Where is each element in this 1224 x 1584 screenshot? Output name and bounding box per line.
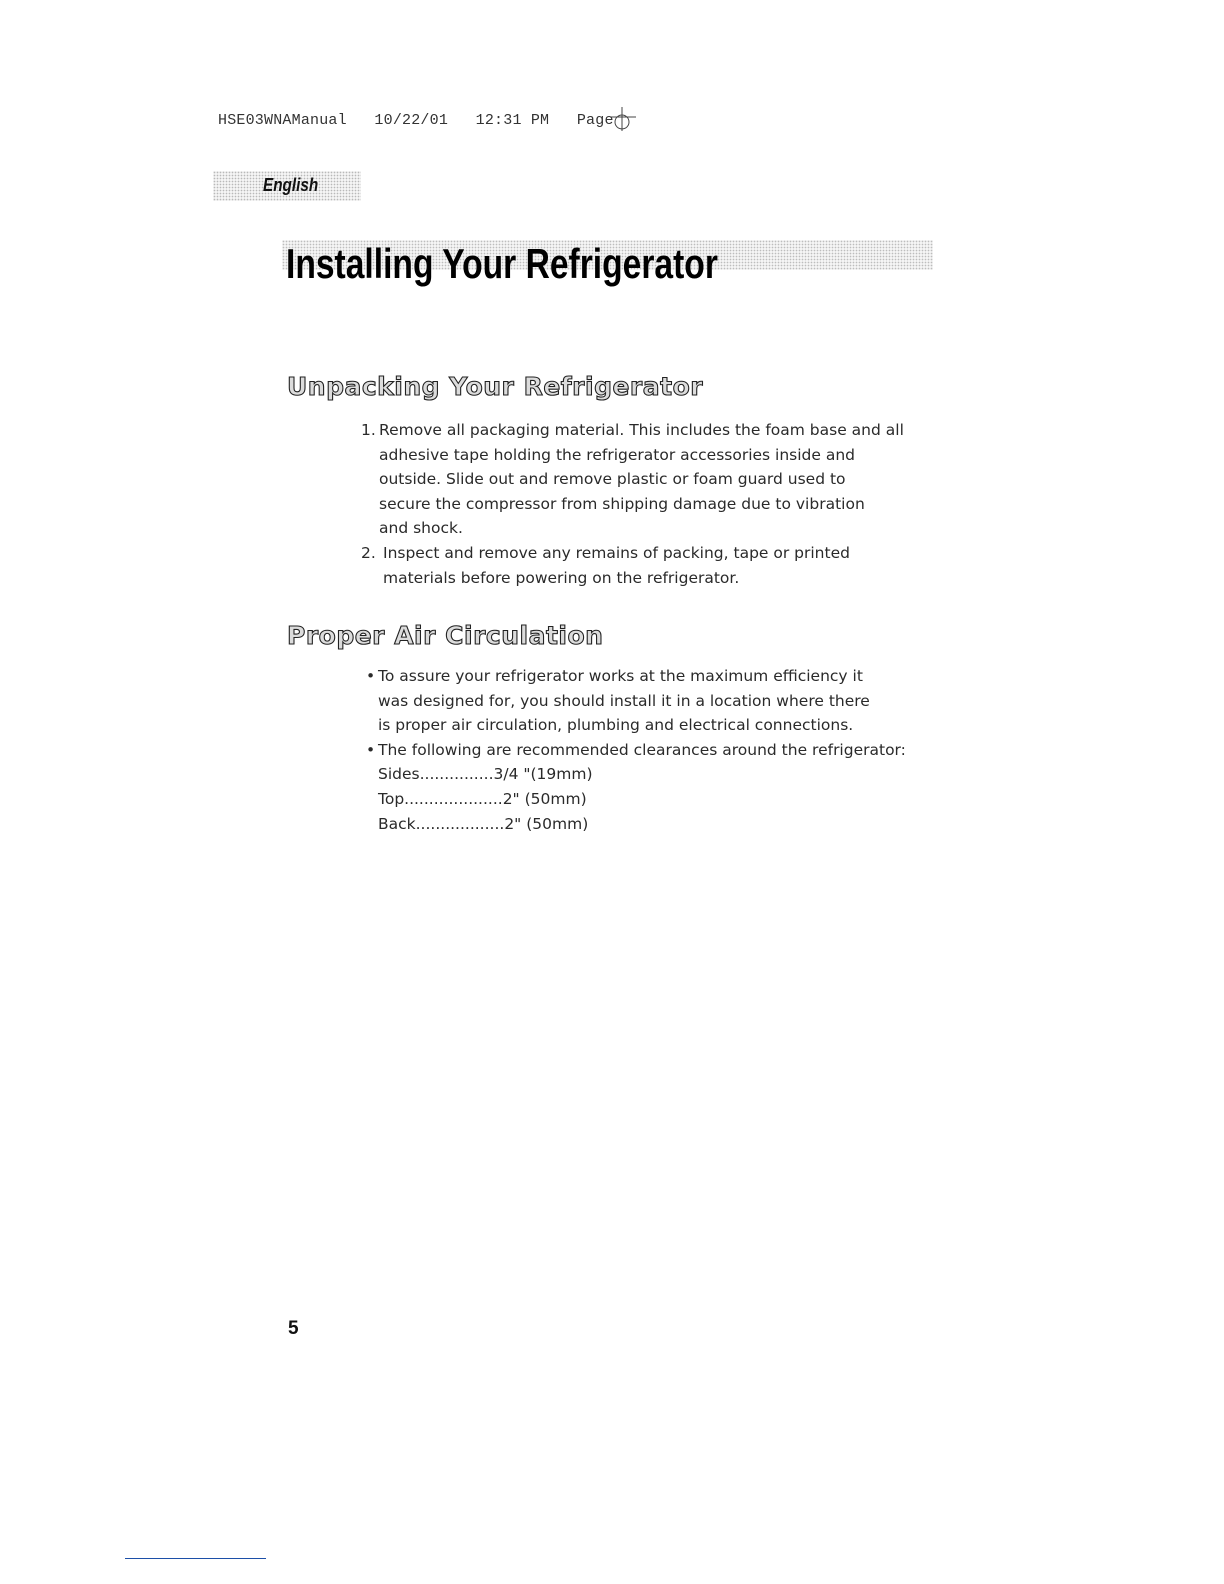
list-item-line: Remove all packaging material. This includes the foam base and all xyxy=(379,421,904,439)
list-item xyxy=(361,541,904,590)
list-item-line: and shock. xyxy=(379,519,463,538)
list-item-number: 2. xyxy=(361,543,376,562)
clearance-row-back: Back..................2" (50mm) xyxy=(378,814,589,833)
list-item-line: The following are recommended clearances around the refrigerator: xyxy=(378,740,906,759)
list-item-line: secure the compressor from shipping damage due to vibration xyxy=(379,494,865,513)
list-item-line: Inspect and remove any remains of packing, tape or printed xyxy=(383,543,850,562)
list-item-line: adhesive tape holding the refrigerator accessories inside and xyxy=(379,445,856,464)
page-title: Installing Your Refrigerator xyxy=(286,240,718,287)
crop-mark-icon xyxy=(608,106,638,132)
print-header: HSE03WNAManual 10/22/01 12:31 PM Page xyxy=(218,112,614,129)
unpacking-list xyxy=(361,418,904,590)
list-item-line: materials before powering on the refrigerator. xyxy=(383,568,740,587)
air-circulation-list xyxy=(366,664,906,836)
bullet-icon: • xyxy=(366,740,376,759)
page-number: 5 xyxy=(288,1318,299,1339)
bullet-icon: • xyxy=(366,667,376,685)
clearance-table xyxy=(378,762,906,836)
list-item-line: outside. Slide out and remove plastic or foam guard used to xyxy=(379,470,846,489)
air-circulation-heading: Proper Air Circulation xyxy=(287,621,604,650)
list-item-line: To assure your refrigerator works at the maximum efficiency it xyxy=(378,667,863,685)
language-tab xyxy=(213,171,361,201)
list-item xyxy=(361,418,904,541)
unpacking-heading: Unpacking Your Refrigerator xyxy=(287,372,704,401)
footer-rule xyxy=(125,1558,266,1559)
clearance-row-sides: Sides...............3/4 "(19mm) xyxy=(378,765,593,784)
clearance-row-top: Top....................2" (50mm) xyxy=(378,789,587,808)
list-item-line: is proper air circulation, plumbing and electrical connections. xyxy=(378,716,854,735)
list-item xyxy=(366,664,906,738)
list-item-number: 1. xyxy=(361,421,376,439)
list-item xyxy=(366,738,906,763)
language-tab-label: English xyxy=(263,175,319,195)
list-item-line: was designed for, you should install it in a location where there xyxy=(378,691,870,710)
